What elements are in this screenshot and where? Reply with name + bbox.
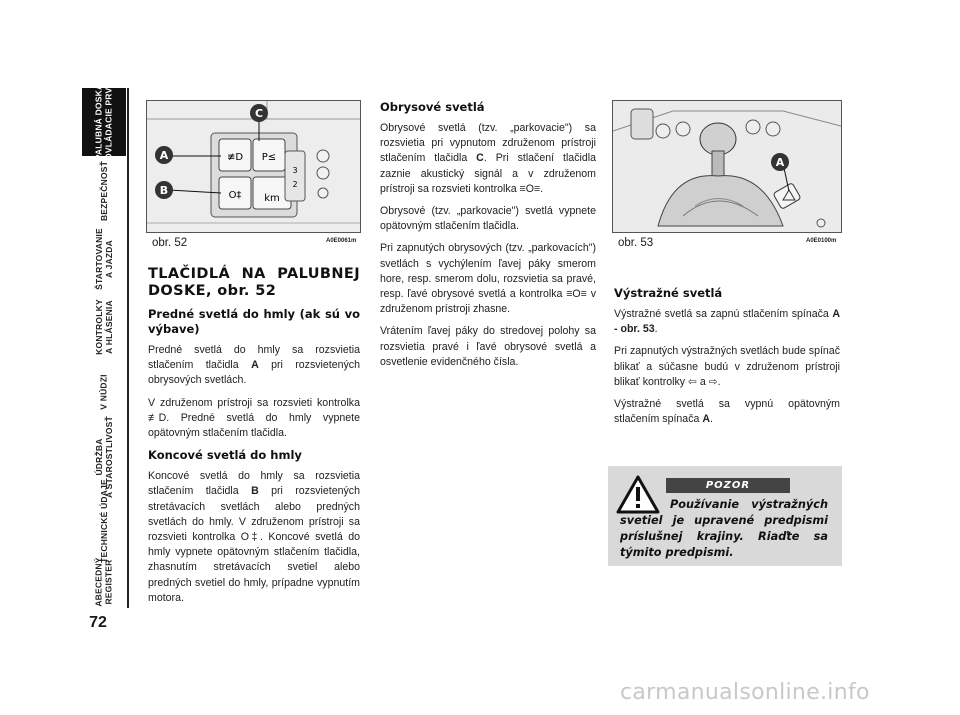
- tab-3[interactable]: [82, 228, 126, 290]
- figure-52-code: A0E0061m: [326, 238, 357, 244]
- callout-c: C: [254, 107, 264, 120]
- paragraph: Predné svetlá do hmly sa rozsvietia stlačením tlačidla A pri rozsvietených obrysových svetlách.: [148, 344, 360, 387]
- watermark: carmanualsonline.info: [620, 680, 870, 705]
- paragraph: Pri zapnutých obrysových (tzv. „parkovacích") svetlách s vychýlením ľavej páky smerom hore, resp. smerom dolu, rozsvietia sa pravé, resp. ľavé obrysové svetlá a kontrolka ≡O≡ v združenom prístroji zhasne.: [380, 242, 596, 316]
- tab-label: TECHNICKÉ ÚDAJE: [99, 479, 110, 563]
- front-fog-icon: ≢D: [148, 411, 167, 424]
- parking-light-icon: ≡O≡: [519, 182, 541, 195]
- subheading-parking-lights: Obrysové svetlá: [380, 100, 485, 114]
- paragraph: V združenom prístroji sa rozsvieti kontrolka ≢D. Predné svetlá do hmly vypnete opätovným stlačením tlačidla.: [148, 396, 360, 440]
- callout-a: A: [775, 156, 785, 169]
- tab-label: KONTROLKY A HLÁSENIA: [94, 299, 115, 355]
- tab-7[interactable]: [82, 479, 126, 563]
- tab-label: V NÚDZI: [99, 374, 109, 410]
- svg-text:2: 2: [292, 180, 298, 189]
- tab-8[interactable]: [82, 556, 126, 608]
- parking-light-icon: ≡O≡: [566, 288, 587, 301]
- tab-6[interactable]: [82, 416, 126, 498]
- left-arrow-icon: ⇦: [688, 375, 697, 388]
- paragraph: Pri zapnutých výstražných svetlách bude spínač blikať a súčasne budú v združenom prístroji blikať kontrolky ⇦ a ⇨.: [614, 345, 840, 388]
- paragraph: Výstražné svetlá sa zapnú stlačením spínača A - obr. 53.: [614, 308, 840, 336]
- warning-badge: POZOR: [666, 478, 790, 493]
- callout-b: B: [159, 184, 169, 197]
- warning-text: Používanie výstražných svetiel je upravené predpismi príslušnej krajiny. Riaďte sa týmito predpismi.: [620, 498, 828, 559]
- tab-label: ABECEDNÝ REGISTER: [94, 557, 114, 607]
- svg-text:≢D: ≢D: [226, 152, 244, 163]
- callout-a: A: [159, 149, 169, 162]
- tab-5[interactable]: [82, 366, 126, 418]
- paragraph: Obrysové svetlá (tzv. „parkovacie") sa rozsvietia pri vypnutom združenom prístroji stlačením tlačidla C. Pri stlačení tlačidla zaznie akustický signál a v združenom prístroji sa rozsvieti kontrolka ≡O≡.: [380, 122, 596, 195]
- tab-label: ÚDRŽBA A STAROSTLIVOSŤ: [94, 416, 114, 498]
- right-text-column: [614, 286, 840, 434]
- tab-2[interactable]: [82, 160, 126, 222]
- figure-52-dashboard-buttons: [146, 100, 361, 233]
- tab-4[interactable]: [82, 296, 126, 358]
- subheading-front-fog: Predné svetlá do hmly (ak sú vo výbave): [148, 307, 360, 336]
- tab-label: BEZPEČNOSŤ: [99, 160, 109, 222]
- dashboard-buttons-illustration: [147, 101, 360, 232]
- left-text-column: [148, 266, 360, 613]
- subheading-rear-fog: Koncové svetlá do hmly: [148, 448, 302, 463]
- section-heading: TLAČIDLÁ NA PALUBNEJ DOSKE, obr. 52: [148, 266, 360, 299]
- figure-53-caption: obr. 53: [618, 237, 654, 249]
- gear-console-illustration: [613, 101, 841, 232]
- paragraph: Vrátením ľavej páky do stredovej polohy sa rozsvietia pravé i ľavé obrysové svetlá a osvetlenie evidenčného čísla.: [380, 325, 596, 368]
- rear-fog-icon: O‡: [240, 531, 260, 544]
- svg-text:3: 3: [292, 166, 298, 175]
- tab-label: ŠTARTOVANIE A JAZDA: [94, 228, 114, 290]
- paragraph: Výstražné svetlá sa vypnú opätovným stlačením spínača A.: [614, 398, 840, 426]
- tab-1[interactable]: [82, 75, 126, 169]
- subheading-hazard-lights: Výstražné svetlá: [614, 286, 723, 300]
- km-label: km: [264, 193, 280, 204]
- tab-border: [128, 88, 129, 608]
- figure-53-code: A0E0100m: [806, 238, 837, 244]
- svg-text:P≤: P≤: [261, 152, 277, 163]
- paragraph: Koncové svetlá do hmly sa rozsvietia stlačením tlačidla B pri rozsvietených stretávacích svetlách alebo predných svetlách do hmly. V združenom prístroji sa rozsvieti kontrolka O‡. Koncové svetlá do hmly vypnete opätovným stlačením tlačidla, zhasnutím stretávacích svetiel alebo predných svetiel do hmly, prípadne vypnutím motora.: [148, 470, 360, 604]
- figure-52-caption: obr. 52: [152, 237, 188, 249]
- page-number: 72: [89, 614, 107, 631]
- figure-53-hazard-switch: [612, 100, 842, 233]
- svg-text:O‡: O‡: [228, 190, 242, 201]
- paragraph: Obrysové (tzv. „parkovacie") svetlá vypnete opätovným stlačením tlačidla.: [380, 205, 596, 233]
- right-arrow-icon: ⇨: [708, 375, 718, 388]
- middle-text-column: [380, 100, 596, 377]
- tab-label: PALUBNÁ DOSKA A OVLÁDACIE PRVKY: [94, 75, 115, 169]
